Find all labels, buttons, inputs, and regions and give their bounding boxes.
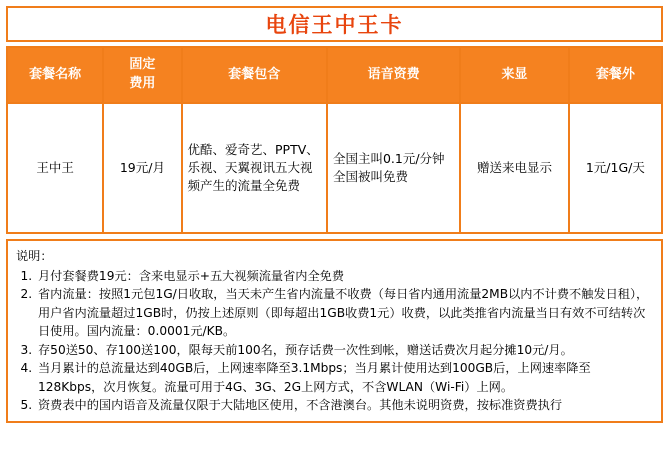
- list-item: 5. 资费表中的国内语音及流量仅限于大陆地区使用，不含港澳台。其他未说明资费，按标准资费执行: [36, 396, 653, 415]
- list-item: 2. 省内流量：按照1元包1G/日收取，当天未产生省内流量不收费（每日省内通用流量2MB以内不计费不触发日租），用户省内流量超过1GB时，仍按上述原则（即每超出1GB收费1元）收费，以此类推省内流量当日有效不可结转次日使用。国内流量：0.0001元/KB。: [36, 285, 653, 341]
- cell-plan-name: 王中王: [7, 103, 103, 233]
- cell-caller-id: 赠送来电显示: [460, 103, 568, 233]
- table-row: [7, 103, 662, 233]
- page-title: 电信王中王卡: [265, 13, 404, 37]
- notes-box: [6, 239, 663, 423]
- cell-voice-rate-line1: 全国主叫0.1元/分钟: [332, 150, 445, 166]
- column-header-plan-name: 套餐名称: [7, 47, 103, 103]
- column-header-fixed-fee-line1: 固定: [129, 57, 156, 73]
- title-bar: [6, 6, 663, 42]
- list-item: 4. 当月累计的总流量达到40GB后，上网速率降至3.1Mbps；当月累计使用达到100GB后，上网速率降至128Kbps，次月恢复。流量可用于4G、3G、2G上网方式，不含WLAN（Wi-Fi）上网。: [36, 359, 653, 396]
- notes-list: [16, 267, 653, 415]
- column-header-fixed-fee-line2: 费用: [129, 76, 156, 91]
- table-header-row: [7, 47, 662, 103]
- list-item: 3. 存50送50、存100送100，限每天前100名，预存话费一次性到帐，赠送话费次月起分摊10元/月。: [36, 341, 653, 360]
- cell-fixed-fee: 19元/月: [103, 103, 181, 233]
- column-header-plan-includes: 套餐包含: [182, 47, 327, 103]
- notes-title: 说明：: [16, 249, 53, 263]
- cell-voice-rate-line2: 全国被叫免费: [332, 169, 408, 184]
- cell-plan-includes: 优酷、爱奇艺、PPTV、乐视、天翼视讯五大视频产生的流量全免费: [182, 103, 327, 233]
- column-header-fixed-fee: [103, 47, 181, 103]
- cell-out-of-plan: 1元/1G/天: [569, 103, 662, 233]
- list-item: 1. 月付套餐费19元：含来电显示+五大视频流量省内全免费: [36, 267, 653, 286]
- cell-voice-rate: [327, 103, 460, 233]
- plan-table: [6, 46, 663, 234]
- column-header-voice-rate: 语音资费: [327, 47, 460, 103]
- column-header-out-of-plan: 套餐外: [569, 47, 662, 103]
- column-header-caller-id: 来显: [460, 47, 568, 103]
